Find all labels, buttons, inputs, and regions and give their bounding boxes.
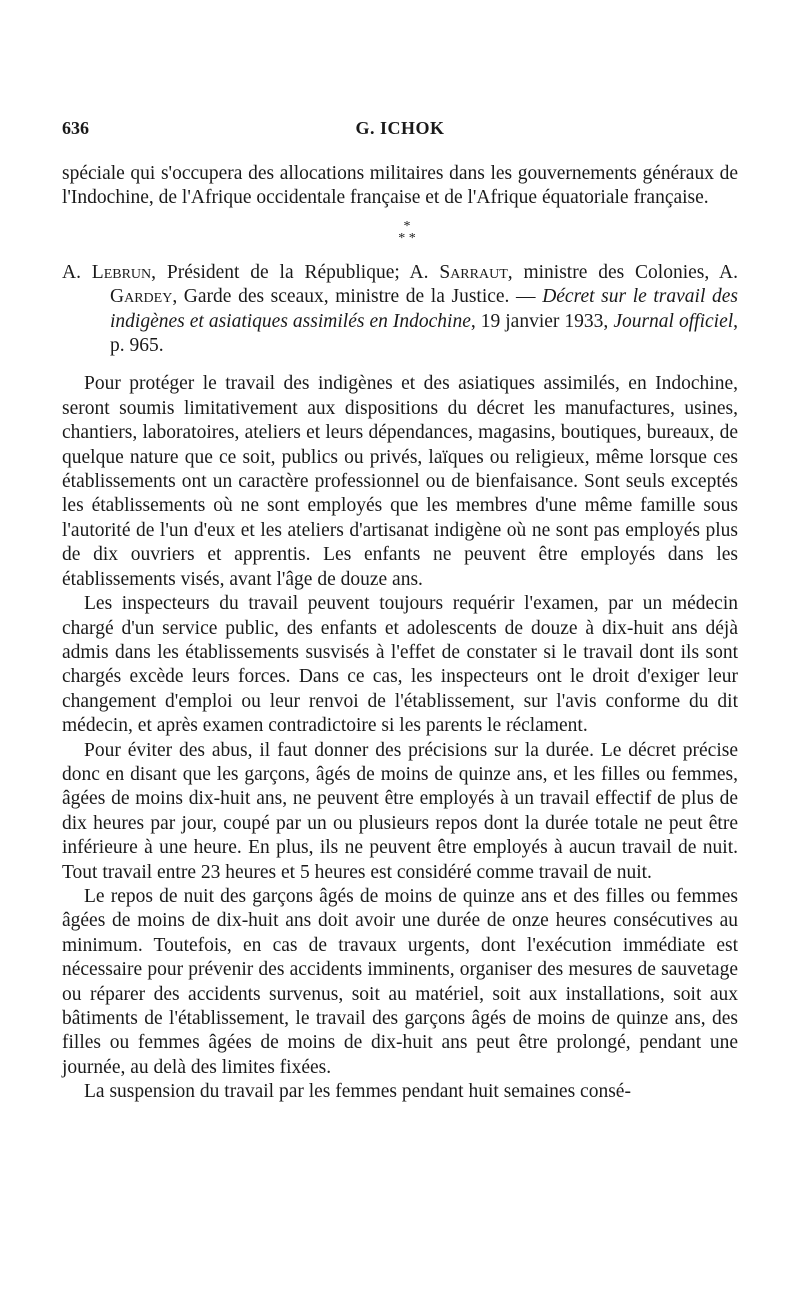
running-head: G. ICHOK <box>355 118 445 138</box>
decree-title: Décret sur le travail des indigènes et asiatiques assimilés en Indochine <box>110 286 738 332</box>
paragraph: Pour protéger le travail des indigènes et des asiatiques assimilés, en Indochine, seront soumis limitativement aux dispositions du décret les manufactures, usines, chantiers, laboratoires, ateliers et leurs dépendances, magasins, boutiques, bureaux, de quelque nature que ce soit, publics ou privés, laïques ou religieux, même lorsque ces établissements ont un caractère professionnel ou de bienfaisance. Sont seuls exceptés les établissements où ne sont employés que les membres d'une même famille sous l'autorité de l'un d'eux et les ateliers d'artisanat indigène où ne sont pas employés plus de dix ouvriers et apprentis. Les enfants ne peuvent être employés dans les établissements visés, avant l'âge de douze ans. <box>62 373 738 590</box>
paragraph: Pour éviter des abus, il faut donner des précisions sur la durée. Le décret précise donc en disant que les garçons, âgés de moins de quinze ans, et les filles ou femmes, âgées de moins dix-huit ans, ne peuvent être employés à un travail effectif de plus de dix heures par jour, coupé par un ou plusieurs repos dont la durée totale ne peut être inférieure à une heure. En plus, ils ne peuvent être employés à aucun travail de nuit. Tout travail entre 23 heures et 5 heures est considéré comme travail de nuit. <box>62 739 738 883</box>
citation-name-gardey: Gardey <box>110 286 173 308</box>
body-text <box>62 162 738 1105</box>
paragraph: Les inspecteurs du travail peuvent toujours requérir l'examen, par un médecin chargé d'un service public, des enfants et adolescents de douze à dix-huit ans déjà admis dans les établissements susvisés à l'effet de constater si le travail dont ils sont chargés excède leurs forces. Dans ce cas, les inspecteurs ont le droit d'exiger leur changement d'emploi ou leur renvoi de l'établissement, sur l'avis conforme du dit médecin, et après examen contradictoire si les parents le réclament. <box>62 593 738 737</box>
asterism-top: * <box>403 218 411 234</box>
citation-text: , Président de la République; A. <box>151 261 440 283</box>
citation-text: , ministre des Colonies, A. <box>507 261 738 283</box>
opening-paragraph: spéciale qui s'occupera des allocations militaires dans les gouvernements généraux de l'Indochine, de l'Afrique occidentale française et de l'Afrique équatoriale française. <box>62 163 738 209</box>
citation-name-sarraut: Sarraut <box>439 261 508 283</box>
citation-initial: A. <box>62 261 92 283</box>
decree-citation <box>62 261 738 359</box>
citation-text: , 19 janvier 1933, <box>470 310 614 332</box>
citation-text: , p. 965. <box>110 310 739 357</box>
document-page <box>62 118 738 1105</box>
journal-title: Journal officiel <box>613 310 734 332</box>
citation-name-lebrun: Lebrun <box>91 261 152 283</box>
page-header <box>62 118 738 148</box>
paragraph: Le repos de nuit des garçons âgés de moins de quinze ans et des filles ou femmes âgées de moins de dix-huit ans doit avoir une durée de onze heures consécutives au minimum. Toutefois, en cas de travaux urgents, dont l'exécution immédiate est nécessaire pour prévenir des accidents imminents, organiser des mesures de sauvetage ou réparer des accidents survenus, soit au matériel, soit aux installations, soit aux bâtiments de l'établissement, le travail des garçons âgés de moins de quinze ans, des filles ou femmes âgées de moins de dix-huit ans peut être prolongé, pendant une journée, au delà des limites fixées. <box>62 885 738 1078</box>
citation-text: , Garde des sceaux, ministre de la Justice. — <box>172 286 543 308</box>
asterism-separator <box>62 218 738 246</box>
asterism-bottom: * * <box>398 230 416 246</box>
paragraph: La suspension du travail par les femmes pendant huit semaines consé- <box>84 1081 631 1103</box>
page-number: 636 <box>62 118 89 138</box>
